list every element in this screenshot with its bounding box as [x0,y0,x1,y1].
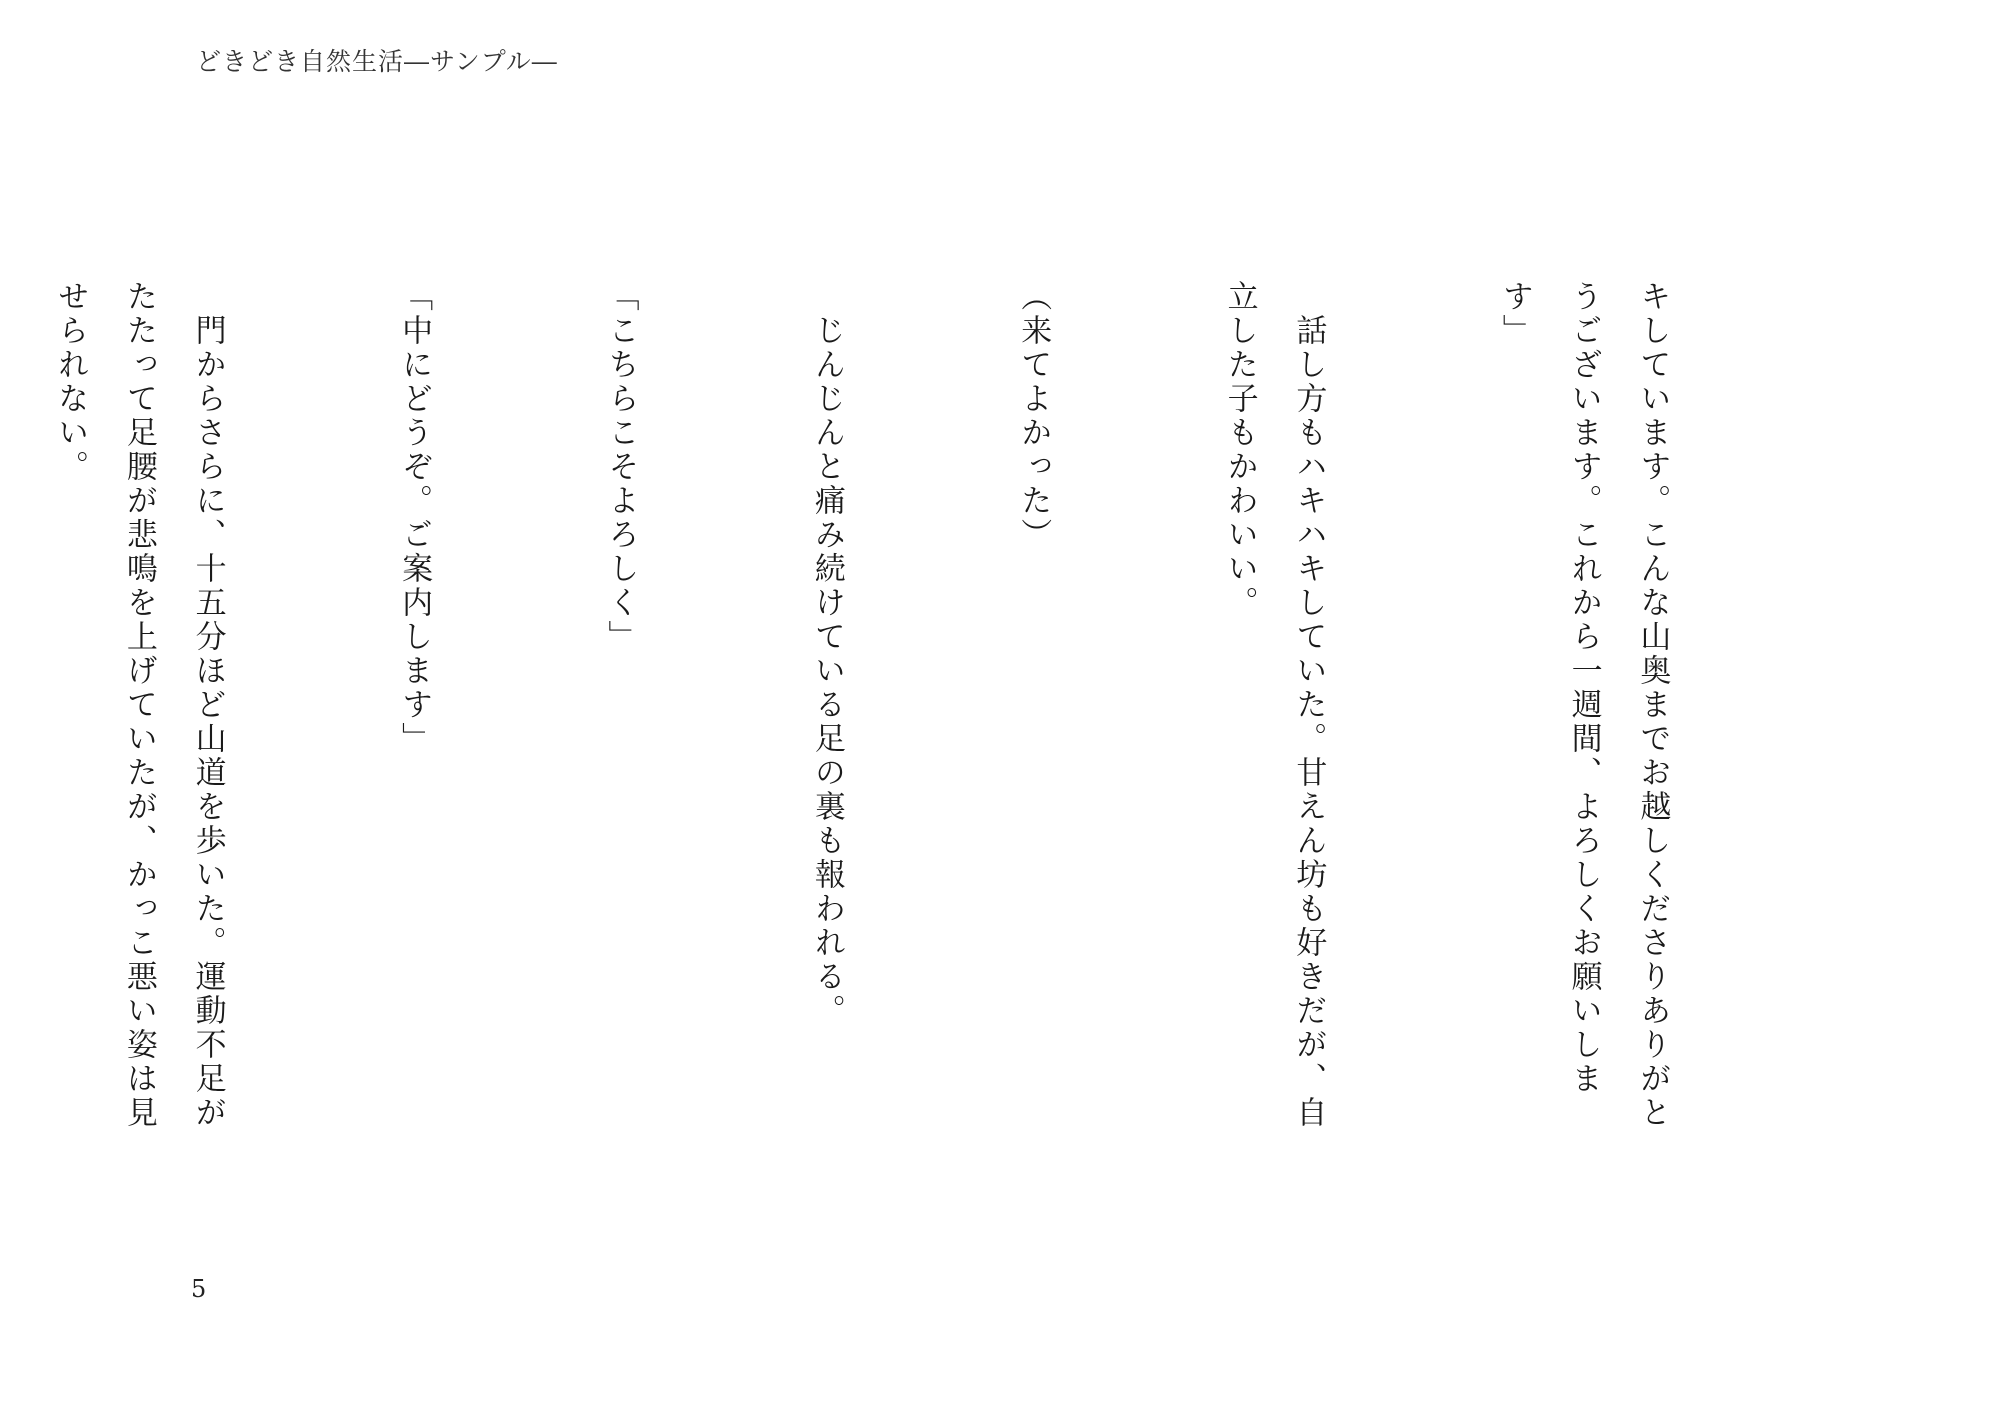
paragraph: 「こちらこそよろしく」 [602,280,639,654]
paragraph: じんじんと痛み続けている足の裏も報われる。 [808,280,845,1028]
paragraph: （来てよかった） [1015,280,1052,552]
running-header: どきどき自然生活―サンプル― [196,47,558,76]
paragraph: キしています。こんな山奥までお越しくださりありがとうございます。これから一週間、よろしくお願いします」 [1496,280,1671,1130]
paragraph: 話し方もハキハキしていた。甘えん坊も好きだが、自立した子もかわいい。 [1221,280,1327,1130]
paragraph: 「中にどうぞ。ご案内します」 [396,280,433,756]
paragraph: 門からさらに、十五分ほど山道を歩いた。運動不足がたたって足腰が悲鳴を上げていたが、かっこ悪い姿は見せられない。 [52,280,226,1130]
page-number: 5 [191,1275,207,1303]
vertical-body-text [52,280,1824,1140]
